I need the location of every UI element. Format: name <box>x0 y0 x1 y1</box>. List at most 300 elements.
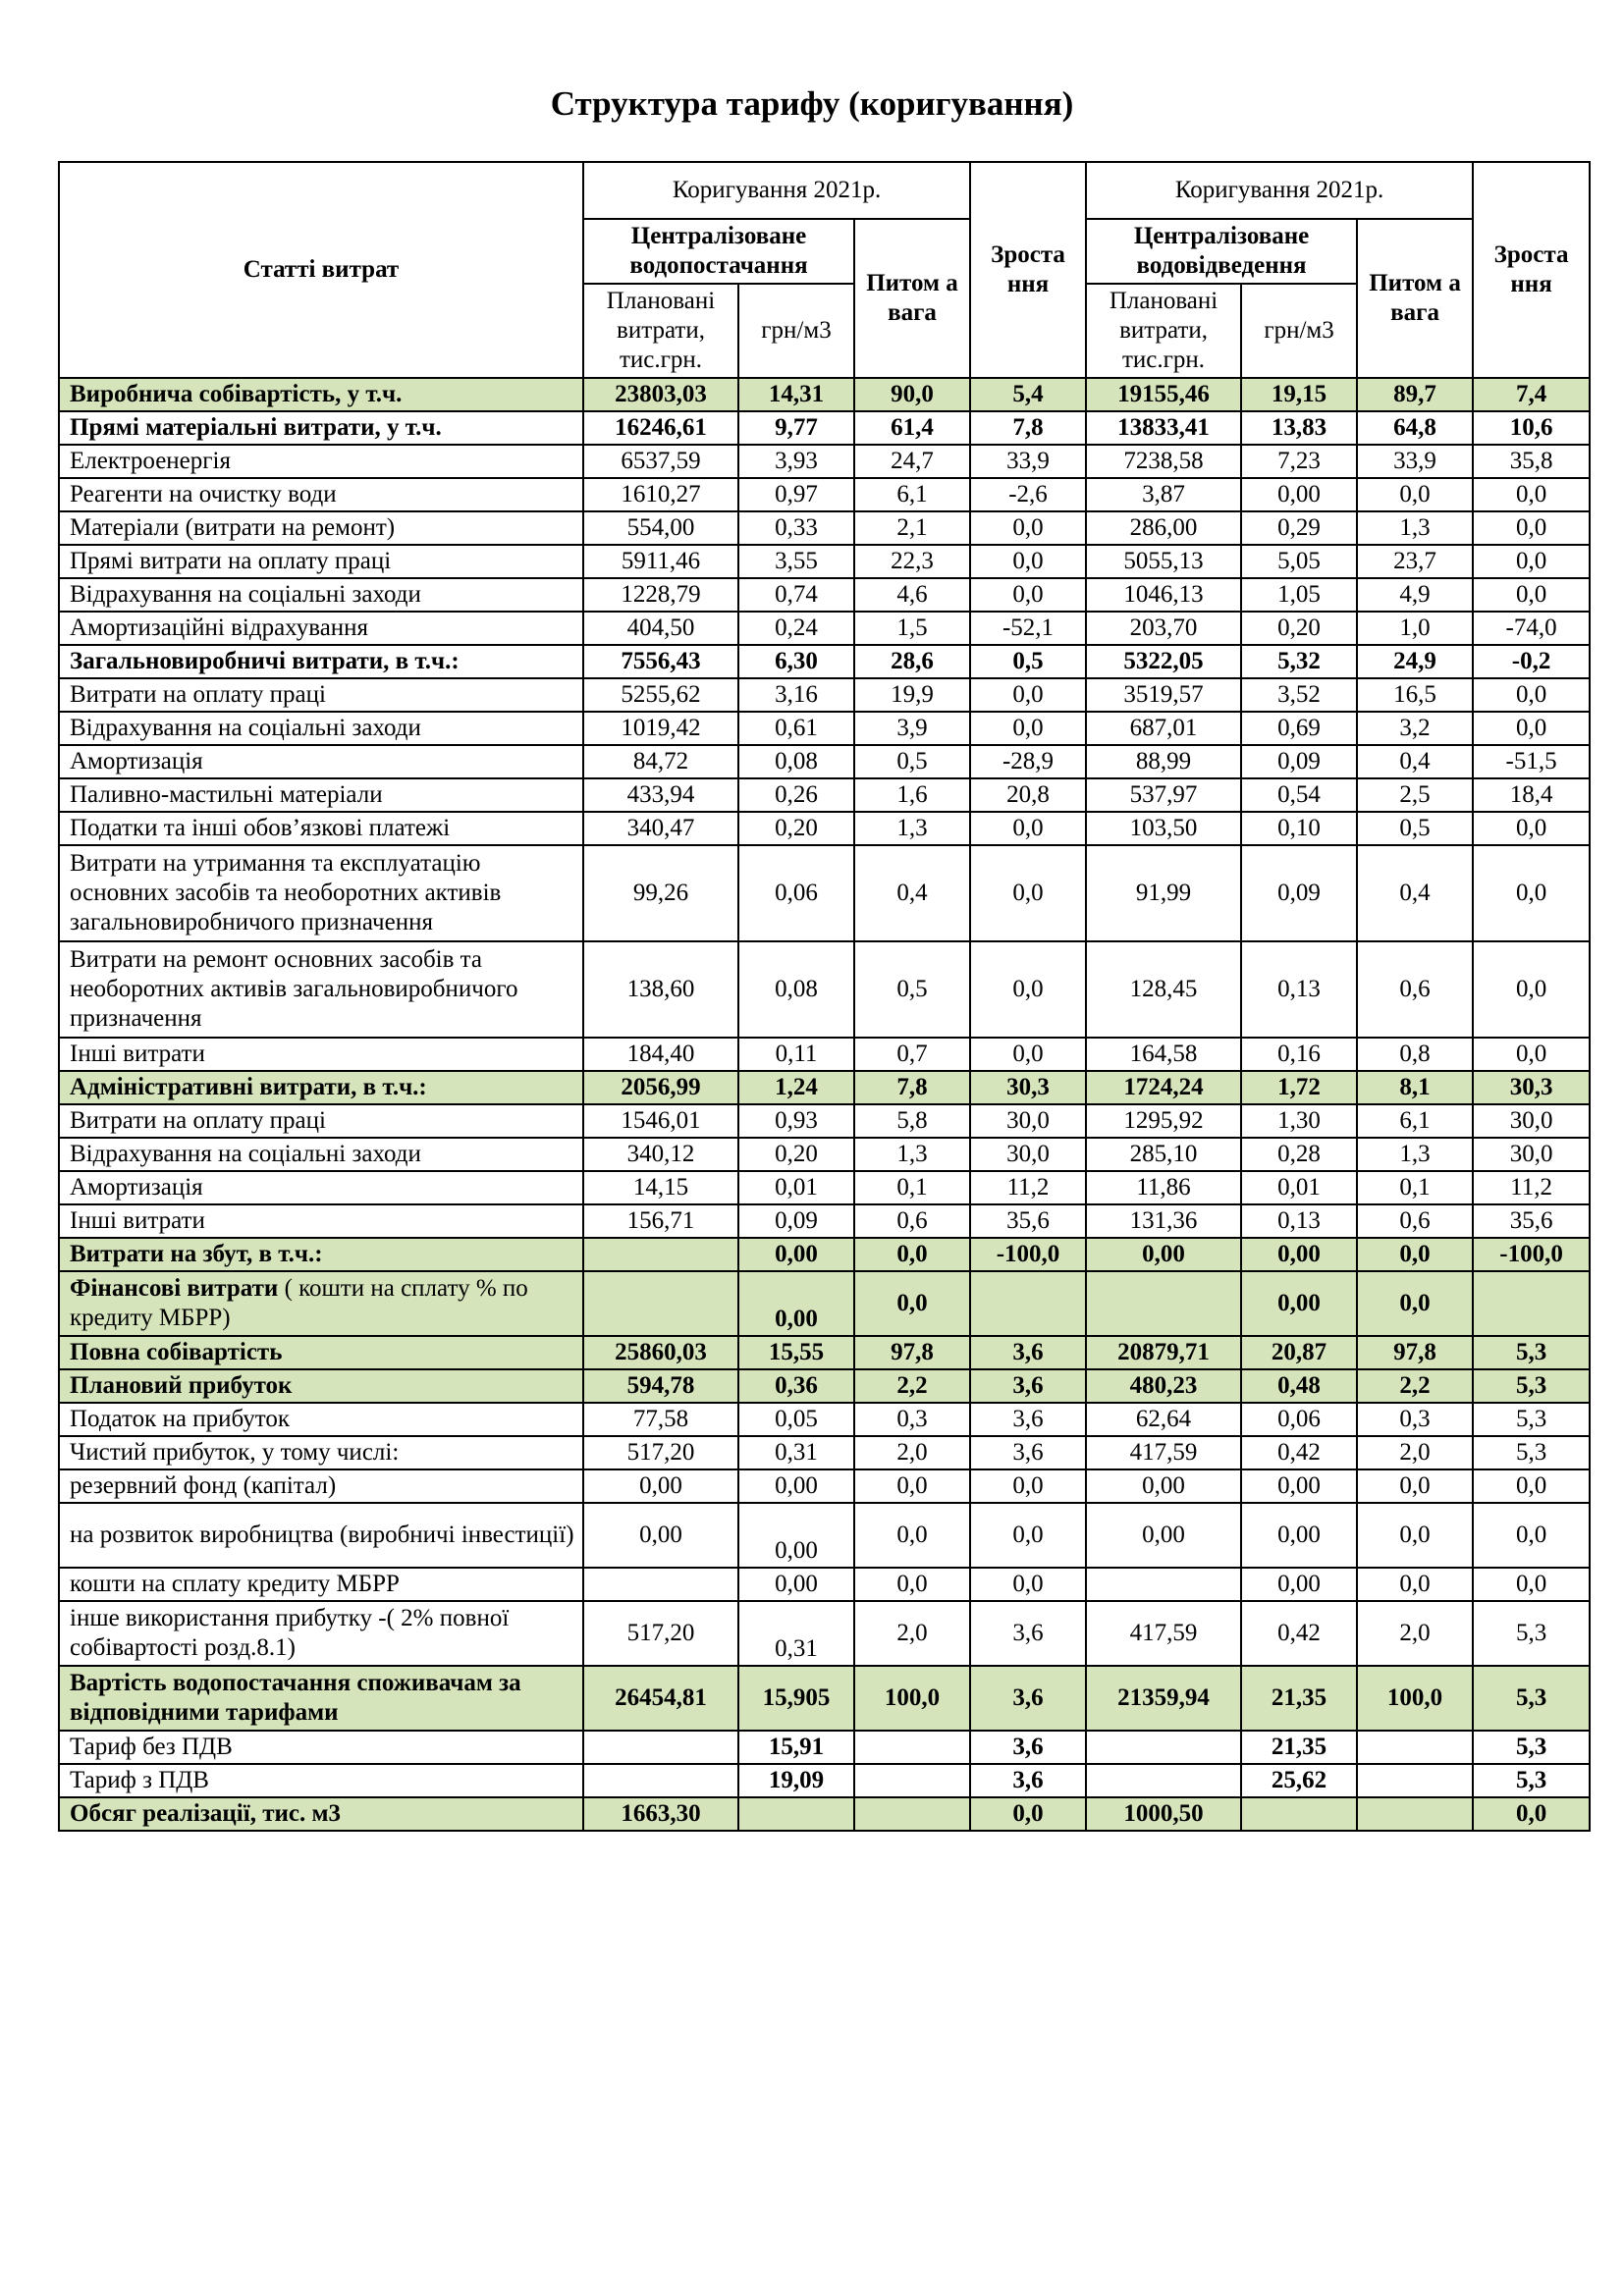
cell-value: 0,0 <box>970 1568 1086 1601</box>
table-row <box>59 1271 1590 1336</box>
cell-value: 5255,62 <box>583 678 738 712</box>
header-share-right: Питом а вага <box>1357 219 1473 378</box>
cell-value: 0,0 <box>1473 845 1590 941</box>
cell-value: 99,26 <box>583 845 738 941</box>
cell-value: -74,0 <box>1473 612 1590 645</box>
cell-value: 88,99 <box>1086 745 1241 778</box>
table-row <box>59 1764 1590 1797</box>
cell-value: 0,4 <box>1357 745 1473 778</box>
cell-value <box>1086 1568 1241 1601</box>
cell-value: 0,0 <box>1473 1038 1590 1071</box>
cell-value: 0,54 <box>1241 778 1357 812</box>
row-label: Відрахування на соціальні заходи <box>59 712 583 745</box>
cell-value: 20,8 <box>970 778 1086 812</box>
table-row <box>59 478 1590 511</box>
cell-value: 0,01 <box>738 1171 854 1204</box>
cell-value: 0,0 <box>1473 545 1590 578</box>
cell-value: 0,13 <box>1241 1204 1357 1238</box>
cell-value: 16246,61 <box>583 411 738 445</box>
cell-value: 2,0 <box>1357 1436 1473 1469</box>
row-label <box>59 1271 583 1336</box>
cell-value <box>583 1238 738 1271</box>
table-row <box>59 1797 1590 1831</box>
cell-value: 0,0 <box>854 1238 970 1271</box>
cell-value: 30,0 <box>970 1138 1086 1171</box>
cell-value: 7,23 <box>1241 445 1357 478</box>
cell-value: 61,4 <box>854 411 970 445</box>
cell-value: 0,28 <box>1241 1138 1357 1171</box>
cell-value: -100,0 <box>970 1238 1086 1271</box>
table-row <box>59 511 1590 545</box>
cell-value: 1,6 <box>854 778 970 812</box>
cell-value: 0,00 <box>738 1503 854 1568</box>
cell-value: 89,7 <box>1357 378 1473 411</box>
cell-value: 5911,46 <box>583 545 738 578</box>
cell-value: 0,0 <box>1473 678 1590 712</box>
cell-value: 417,59 <box>1086 1601 1241 1666</box>
cell-value: 0,0 <box>854 1271 970 1336</box>
cell-value: 3,87 <box>1086 478 1241 511</box>
cell-value: 3,6 <box>970 1731 1086 1764</box>
cell-value: 417,59 <box>1086 1436 1241 1469</box>
row-label: Податок на прибуток <box>59 1403 583 1436</box>
cell-value: 0,5 <box>854 941 970 1038</box>
cell-value: 14,15 <box>583 1171 738 1204</box>
cell-value: 23,7 <box>1357 545 1473 578</box>
cell-value: 23803,03 <box>583 378 738 411</box>
cell-value: 0,00 <box>1241 1271 1357 1336</box>
cell-value: 33,9 <box>970 445 1086 478</box>
tariff-structure-table <box>58 161 1591 1832</box>
cell-value: 184,40 <box>583 1038 738 1071</box>
row-label: Амортизаційні відрахування <box>59 612 583 645</box>
cell-value: 517,20 <box>583 1436 738 1469</box>
row-label: Відрахування на соціальні заходи <box>59 578 583 612</box>
row-label: Чистий прибуток, у тому числі: <box>59 1436 583 1469</box>
cell-value: 5,3 <box>1473 1731 1590 1764</box>
table-row <box>59 1666 1590 1731</box>
table-row <box>59 941 1590 1038</box>
row-label: Відрахування на соціальні заходи <box>59 1138 583 1171</box>
cell-value: 20,87 <box>1241 1336 1357 1369</box>
cell-value: 0,0 <box>970 1469 1086 1503</box>
cell-value: 0,0 <box>1473 712 1590 745</box>
cell-value: 0,00 <box>1086 1238 1241 1271</box>
table-row <box>59 445 1590 478</box>
cell-value: 1,72 <box>1241 1071 1357 1104</box>
cell-value: 25,62 <box>1241 1764 1357 1797</box>
cell-value: 100,0 <box>854 1666 970 1731</box>
cell-value: 0,42 <box>1241 1601 1357 1666</box>
cell-value: -2,6 <box>970 478 1086 511</box>
cell-value: 594,78 <box>583 1369 738 1403</box>
cell-value: 0,0 <box>854 1568 970 1601</box>
cell-value: 340,47 <box>583 812 738 845</box>
cell-value: 0,13 <box>1241 941 1357 1038</box>
cell-value: 0,0 <box>970 578 1086 612</box>
cell-value: 0,06 <box>738 845 854 941</box>
cell-value: 7556,43 <box>583 645 738 678</box>
cell-value: 4,9 <box>1357 578 1473 612</box>
cell-value: 24,9 <box>1357 645 1473 678</box>
cell-value <box>1357 1764 1473 1797</box>
cell-value: 517,20 <box>583 1601 738 1666</box>
table-row <box>59 1731 1590 1764</box>
cell-value: 0,00 <box>583 1469 738 1503</box>
row-label: Витрати на збут, в т.ч.: <box>59 1238 583 1271</box>
cell-value: 3,16 <box>738 678 854 712</box>
table-row <box>59 1204 1590 1238</box>
cell-value: 97,8 <box>854 1336 970 1369</box>
cell-value: 0,05 <box>738 1403 854 1436</box>
cell-value: 103,50 <box>1086 812 1241 845</box>
cell-value: 7,4 <box>1473 378 1590 411</box>
table-row <box>59 1238 1590 1271</box>
cell-value: 5,3 <box>1473 1601 1590 1666</box>
cell-value: 5,05 <box>1241 545 1357 578</box>
cell-value: 0,20 <box>1241 612 1357 645</box>
cell-value: 28,6 <box>854 645 970 678</box>
cell-value: 5055,13 <box>1086 545 1241 578</box>
cell-value: 1,5 <box>854 612 970 645</box>
cell-value: 1724,24 <box>1086 1071 1241 1104</box>
cell-value: 0,8 <box>1357 1038 1473 1071</box>
cell-value: 0,1 <box>854 1171 970 1204</box>
cell-value: 0,0 <box>1357 1271 1473 1336</box>
header-water-supply: Централізоване водопостачання <box>583 219 854 284</box>
cell-value: 0,01 <box>1241 1171 1357 1204</box>
cell-value <box>1086 1764 1241 1797</box>
cell-value: 4,6 <box>854 578 970 612</box>
row-label: на розвиток виробництва (виробничі інвестиції) <box>59 1503 583 1568</box>
cell-value <box>854 1764 970 1797</box>
cell-value: 1,30 <box>1241 1104 1357 1138</box>
cell-value: 0,0 <box>1473 511 1590 545</box>
cell-value: 0,0 <box>1357 1469 1473 1503</box>
cell-value: 15,91 <box>738 1731 854 1764</box>
cell-value: 0,0 <box>1357 478 1473 511</box>
row-label: Амортизація <box>59 1171 583 1204</box>
cell-value: 0,16 <box>1241 1038 1357 1071</box>
cell-value: 0,0 <box>970 545 1086 578</box>
cell-value: 6,30 <box>738 645 854 678</box>
cell-value: 3,6 <box>970 1403 1086 1436</box>
cell-value: 22,3 <box>854 545 970 578</box>
cell-value: 0,09 <box>1241 845 1357 941</box>
row-label: Паливно-мастильні матеріали <box>59 778 583 812</box>
cell-value: 203,70 <box>1086 612 1241 645</box>
table-row <box>59 1568 1590 1601</box>
cell-value <box>1086 1731 1241 1764</box>
row-label: Вартість водопостачання споживачам за відповідними тарифами <box>59 1666 583 1731</box>
cell-value: 1000,50 <box>1086 1797 1241 1831</box>
row-label: Витрати на утримання та експлуатацію основних засобів та необоротних активів загальновиробничого призначення <box>59 845 583 941</box>
cell-value: 7,8 <box>970 411 1086 445</box>
cell-value: 7,8 <box>854 1071 970 1104</box>
cell-value: 0,0 <box>854 1469 970 1503</box>
cell-value: 25860,03 <box>583 1336 738 1369</box>
cell-value: 0,0 <box>970 845 1086 941</box>
cell-value: 156,71 <box>583 1204 738 1238</box>
cell-value: 0,00 <box>1241 1568 1357 1601</box>
cell-value: 15,55 <box>738 1336 854 1369</box>
cell-value: 35,6 <box>1473 1204 1590 1238</box>
row-label: Амортизація <box>59 745 583 778</box>
cell-value: 687,01 <box>1086 712 1241 745</box>
cell-value: 0,31 <box>738 1601 854 1666</box>
cell-value: 0,0 <box>1473 478 1590 511</box>
cell-value: 0,0 <box>1473 941 1590 1038</box>
cell-value: 1,3 <box>1357 1138 1473 1171</box>
cell-value: 3,6 <box>970 1369 1086 1403</box>
cell-value: 16,5 <box>1357 678 1473 712</box>
table-row <box>59 411 1590 445</box>
cell-value: 0,0 <box>1357 1238 1473 1271</box>
cell-value: 0,08 <box>738 941 854 1038</box>
cell-value: 0,61 <box>738 712 854 745</box>
row-label: інше використання прибутку -( 2% повної собівартості розд.8.1) <box>59 1601 583 1666</box>
cell-value: 0,00 <box>738 1469 854 1503</box>
row-label: Плановий прибуток <box>59 1369 583 1403</box>
cell-value: 0,3 <box>854 1403 970 1436</box>
cell-value: 0,6 <box>854 1204 970 1238</box>
row-label: Інші витрати <box>59 1204 583 1238</box>
cell-value: 6,1 <box>854 478 970 511</box>
cell-value: 0,09 <box>738 1204 854 1238</box>
table-row <box>59 678 1590 712</box>
cell-value: 0,4 <box>1357 845 1473 941</box>
cell-value: 0,0 <box>1473 1503 1590 1568</box>
cell-value: 0,0 <box>1473 1469 1590 1503</box>
cell-value: 35,6 <box>970 1204 1086 1238</box>
cell-value: 131,36 <box>1086 1204 1241 1238</box>
row-label: Податки та інші обов’язкові платежі <box>59 812 583 845</box>
header-period-left: Коригування 2021р. <box>583 162 970 219</box>
page-title: Структура тарифу (коригування) <box>550 84 1074 123</box>
cell-value: 2,0 <box>854 1601 970 1666</box>
cell-value: 0,00 <box>1086 1503 1241 1568</box>
cell-value: 0,93 <box>738 1104 854 1138</box>
cell-value: 3,2 <box>1357 712 1473 745</box>
header-water-drainage: Централізоване водовідведення <box>1086 219 1357 284</box>
cell-value: 100,0 <box>1357 1666 1473 1731</box>
cell-value: 0,4 <box>854 845 970 941</box>
table-row <box>59 612 1590 645</box>
table-row <box>59 745 1590 778</box>
cell-value: 0,24 <box>738 612 854 645</box>
row-label: Повна собівартість <box>59 1336 583 1369</box>
cell-value: 3,52 <box>1241 678 1357 712</box>
cell-value: 0,0 <box>1473 1797 1590 1831</box>
cell-value: 15,905 <box>738 1666 854 1731</box>
cell-value <box>1086 1271 1241 1336</box>
cell-value: 0,42 <box>1241 1436 1357 1469</box>
cell-value: 5,3 <box>1473 1369 1590 1403</box>
cell-value: 6,1 <box>1357 1104 1473 1138</box>
table-row <box>59 1071 1590 1104</box>
cell-value: 7238,58 <box>1086 445 1241 478</box>
cell-value: 0,5 <box>970 645 1086 678</box>
cell-value: 5,3 <box>1473 1403 1590 1436</box>
cell-value: 0,0 <box>854 1503 970 1568</box>
cell-value: 5,3 <box>1473 1666 1590 1731</box>
cell-value <box>583 1568 738 1601</box>
cell-value: 19,09 <box>738 1764 854 1797</box>
cell-value: 19155,46 <box>1086 378 1241 411</box>
cell-value: 0,09 <box>1241 745 1357 778</box>
cell-value: 0,0 <box>1473 578 1590 612</box>
cell-value: 0,0 <box>970 1503 1086 1568</box>
cell-value <box>1473 1271 1590 1336</box>
cell-value: 1,0 <box>1357 612 1473 645</box>
cell-value <box>1357 1731 1473 1764</box>
cell-value: 11,2 <box>970 1171 1086 1204</box>
table-row <box>59 1138 1590 1171</box>
cell-value: 77,58 <box>583 1403 738 1436</box>
cell-value: 5,4 <box>970 378 1086 411</box>
cell-value: 0,6 <box>1357 941 1473 1038</box>
cell-value: 0,74 <box>738 578 854 612</box>
cell-value: 0,08 <box>738 745 854 778</box>
cell-value: 1019,42 <box>583 712 738 745</box>
cell-value: 5,3 <box>1473 1336 1590 1369</box>
table-row <box>59 812 1590 845</box>
cell-value: 554,00 <box>583 511 738 545</box>
table-row <box>59 1601 1590 1666</box>
cell-value: 0,1 <box>1357 1171 1473 1204</box>
cell-value: 84,72 <box>583 745 738 778</box>
cell-value: 62,64 <box>1086 1403 1241 1436</box>
cell-value: 5,32 <box>1241 645 1357 678</box>
cell-value: 0,3 <box>1357 1403 1473 1436</box>
cell-value: 1,3 <box>854 1138 970 1171</box>
cell-value: 1610,27 <box>583 478 738 511</box>
cell-value <box>970 1271 1086 1336</box>
row-label-bold: Фінансові витрати <box>70 1275 279 1302</box>
row-label: Прямі витрати на оплату праці <box>59 545 583 578</box>
row-label: Загальновиробничі витрати, в т.ч.: <box>59 645 583 678</box>
cell-value: 30,0 <box>1473 1104 1590 1138</box>
table-row <box>59 712 1590 745</box>
header-articles: Статті витрат <box>59 162 583 378</box>
cell-value: 26454,81 <box>583 1666 738 1731</box>
table-row <box>59 545 1590 578</box>
cell-value: 0,26 <box>738 778 854 812</box>
cell-value: 0,00 <box>1241 1503 1357 1568</box>
table-row <box>59 1104 1590 1138</box>
cell-value: 0,48 <box>1241 1369 1357 1403</box>
table-row <box>59 1436 1590 1469</box>
cell-value: 0,0 <box>970 712 1086 745</box>
cell-value: 21,35 <box>1241 1731 1357 1764</box>
cell-value: 0,7 <box>854 1038 970 1071</box>
cell-value: 0,0 <box>1357 1568 1473 1601</box>
row-label: Матеріали (витрати на ремонт) <box>59 511 583 545</box>
cell-value: 285,10 <box>1086 1138 1241 1171</box>
cell-value: 0,0 <box>970 1797 1086 1831</box>
row-label: Реагенти на очистку води <box>59 478 583 511</box>
row-label: Виробнича собівартість, у т.ч. <box>59 378 583 411</box>
cell-value: 0,00 <box>1241 478 1357 511</box>
table-row <box>59 1403 1590 1436</box>
table-row <box>59 1038 1590 1071</box>
cell-value: 2,2 <box>1357 1369 1473 1403</box>
cell-value: 0,0 <box>970 941 1086 1038</box>
cell-value: 0,36 <box>738 1369 854 1403</box>
cell-value: 9,77 <box>738 411 854 445</box>
cell-value: 0,33 <box>738 511 854 545</box>
cell-value: 3,6 <box>970 1601 1086 1666</box>
row-label: Витрати на ремонт основних засобів та необоротних активів загальновиробничого призначення <box>59 941 583 1038</box>
cell-value: -100,0 <box>1473 1238 1590 1271</box>
cell-value <box>854 1731 970 1764</box>
cell-value: 11,86 <box>1086 1171 1241 1204</box>
cell-value: -28,9 <box>970 745 1086 778</box>
cell-value: 0,0 <box>1473 1568 1590 1601</box>
cell-value: 5,3 <box>1473 1436 1590 1469</box>
table-row <box>59 1469 1590 1503</box>
cell-value: 19,9 <box>854 678 970 712</box>
cell-value: 3,55 <box>738 545 854 578</box>
row-label: Адміністративні витрати, в т.ч.: <box>59 1071 583 1104</box>
cell-value <box>854 1797 970 1831</box>
cell-value: 2056,99 <box>583 1071 738 1104</box>
header-planned-costs-left: Плановані витрати, тис.грн. <box>583 284 738 378</box>
cell-value: 2,0 <box>1357 1601 1473 1666</box>
cell-value: 0,00 <box>583 1503 738 1568</box>
cell-value: 537,97 <box>1086 778 1241 812</box>
cell-value: 0,69 <box>1241 712 1357 745</box>
cell-value: 3,9 <box>854 712 970 745</box>
cell-value: 30,3 <box>970 1071 1086 1104</box>
cell-value: 90,0 <box>854 378 970 411</box>
cell-value: 128,45 <box>1086 941 1241 1038</box>
cell-value: 1546,01 <box>583 1104 738 1138</box>
row-label: кошти на сплату кредиту МБРР <box>59 1568 583 1601</box>
cell-value <box>583 1764 738 1797</box>
cell-value: 164,58 <box>1086 1038 1241 1071</box>
cell-value: 0,20 <box>738 812 854 845</box>
cell-value: 1228,79 <box>583 578 738 612</box>
cell-value: 0,00 <box>738 1271 854 1336</box>
cell-value: 433,94 <box>583 778 738 812</box>
cell-value: 2,0 <box>854 1436 970 1469</box>
row-label: резервний фонд (капітал) <box>59 1469 583 1503</box>
row-label: Обсяг реалізації, тис. м3 <box>59 1797 583 1831</box>
cell-value: 0,00 <box>1241 1469 1357 1503</box>
cell-value <box>583 1271 738 1336</box>
cell-value: 30,0 <box>970 1104 1086 1138</box>
table-row <box>59 1336 1590 1369</box>
cell-value: 1,24 <box>738 1071 854 1104</box>
row-label: Тариф з ПДВ <box>59 1764 583 1797</box>
cell-value: 0,00 <box>738 1238 854 1271</box>
cell-value: 21359,94 <box>1086 1666 1241 1731</box>
cell-value <box>1357 1797 1473 1831</box>
cell-value: 3,93 <box>738 445 854 478</box>
cell-value: 0,11 <box>738 1038 854 1071</box>
cell-value: 11,2 <box>1473 1171 1590 1204</box>
cell-value: 33,9 <box>1357 445 1473 478</box>
cell-value: 91,99 <box>1086 845 1241 941</box>
cell-value <box>738 1797 854 1831</box>
cell-value: 30,3 <box>1473 1071 1590 1104</box>
table-row <box>59 578 1590 612</box>
cell-value: 20879,71 <box>1086 1336 1241 1369</box>
cell-value: 0,0 <box>970 1038 1086 1071</box>
row-label: Витрати на оплату праці <box>59 678 583 712</box>
header-planned-costs-right: Плановані витрати, тис.грн. <box>1086 284 1241 378</box>
